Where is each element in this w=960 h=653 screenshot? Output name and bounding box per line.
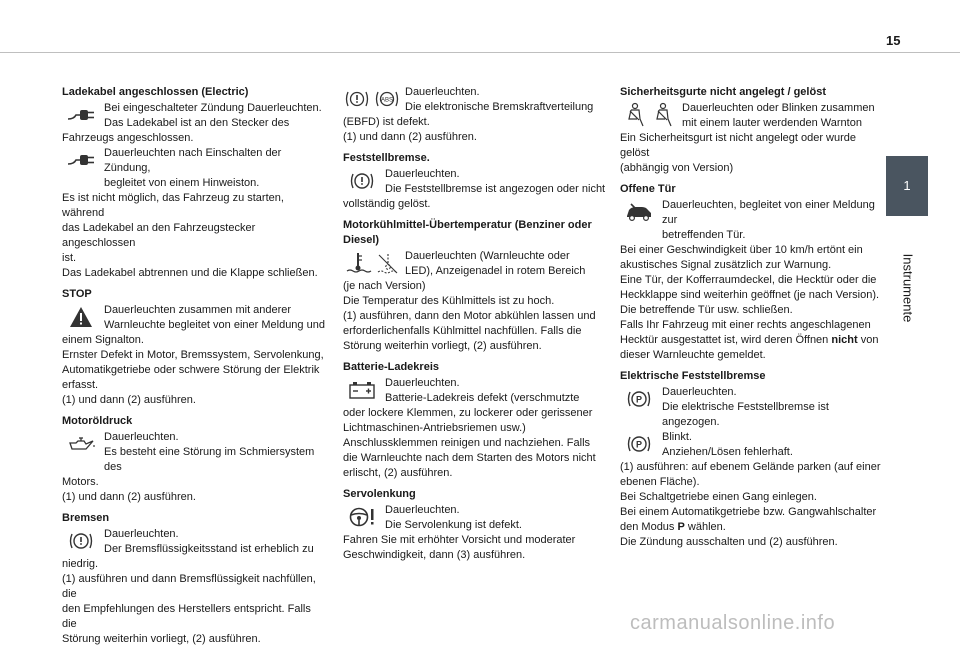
section-open-door: Offene Tür Dauerleuchten, begleitet von einer Meldung zur betreffenden Tür. Bei einer Geschwindigkeit über 10 km/h ertönt ein akustisches Signal zusätzlich zur Warnung. Eine Tür, der Kofferraumdeckel, die Hecktür oder die Heckklappe sind weiterhin geöffnet (je nach Version). Die betreffende Tür usw. schließen. Falls Ihr Fahrzeug mit einer rechts angeschlagenen Hecktür ausgestattet ist, wird deren Öffnen nicht von dieser Warnleuchte gemeldet.	[620, 182, 885, 363]
section-title: Sicherheitsgurte nicht angelegt / gelöst	[620, 86, 826, 98]
top-rule	[0, 52, 960, 53]
section-title: Batterie-Ladekreis	[343, 361, 439, 373]
column-1	[62, 85, 327, 653]
section-title: Motoröldruck	[62, 415, 133, 427]
section-stop: STOP Dauerleuchten zusammen mit anderer Warnleuchte begleitet von einer Meldung und einem Signalton. Ernster Defekt in Motor, Bremssystem, Servolenkung, Automatikgetriebe oder schwere Störung der Elektrik erfasst. (1) und dann (2) ausführen.	[62, 287, 327, 408]
section-brakes: Bremsen Dauerleuchten. Der Bremsflüssigkeitsstand ist erheblich zu niedrig. (1) ausführen und dann Bremsflüssigkeit nachfüllen, die den Empfehlungen des Herstellers entspricht. Falls die Störung weiterhin vorliegt, (2) ausführen.	[62, 511, 327, 647]
section-title: Offene Tür	[620, 183, 676, 195]
section-power-steering: Servolenkung Dauerleuchten. Die Servolenkung ist defekt. Fahren Sie mit erhöhter Vorsicht und moderater Geschwindigkeit, dann (3) ausführen.	[343, 487, 608, 563]
parking-brake-icon	[620, 430, 658, 458]
section-title: Ladekabel angeschlossen (Electric)	[62, 86, 249, 98]
column-2	[343, 85, 608, 569]
oil-can-icon	[62, 430, 100, 458]
warning-triangle-icon	[62, 303, 100, 331]
section-seatbelt: Sicherheitsgurte nicht angelegt / gelöst Dauerleuchten oder Blinken zusammen mit einem lauter werdenden Warnton Ein Sicherheitsgurt ist nicht angelegt oder wurde gelöst (abhängig von Version)	[620, 85, 885, 176]
page-number: 15	[886, 33, 901, 48]
section-electric-parking-brake: Elektrische Feststellbremse P Dauerleuchten. Die elektrische Feststellbremse ist angezogen. P Blinkt. Anziehen/Lösen fehlerhaft. (1) ausführen: auf ebenem Gelände parken (auf einer ebenen Fläche). Bei Schaltgetriebe einen Gang einlegen. Bei einem Automatikgetriebe bzw. Gangwahlschalter den Modus P wählen. Die Zündung ausschalten und (2) ausführen.	[620, 369, 885, 550]
parking-brake-icon	[620, 385, 658, 413]
open-door-car-icon	[620, 198, 658, 226]
svg-text:P: P	[635, 439, 643, 450]
section-title: Bremsen	[62, 512, 110, 524]
section-coolant-temperature: Motorkühlmittel-Übertemperatur (Benziner oder Diesel) Dauerleuchten (Warnleuchte oder LED), Anzeigenadel in rotem Bereich (je nach Version) Die Temperatur des Kühlmittels ist zu hoch. (1) ausführen, dann den Motor abkühlen lassen und erforderlichenfalls Kühlmittel nachfüllen. Falls die Störung weiterhin vorliegt, (2) ausführen.	[343, 218, 608, 354]
section-title: Servolenkung	[343, 488, 416, 500]
section-title: Feststellbremse.	[343, 152, 430, 164]
section-parking-brake: Feststellbremse. Dauerleuchten. Die Feststellbremse ist angezogen oder nicht vollständig gelöst.	[343, 151, 608, 212]
column-3	[620, 85, 885, 556]
chapter-label: Instrumente	[900, 253, 916, 323]
section-oil-pressure: Motoröldruck Dauerleuchten. Es besteht eine Störung im Schmiersystem des Motors. (1) und dann (2) ausführen.	[62, 414, 327, 505]
svg-text:ABS: ABS	[380, 97, 394, 104]
steering-wheel-warning-icon	[343, 503, 381, 531]
watermark: carmanualsonline.info	[630, 612, 836, 634]
section-title: Elektrische Feststellbremse	[620, 370, 766, 382]
brake-warning-icon	[62, 527, 100, 555]
coolant-temperature-icon	[343, 249, 401, 277]
section-battery: Batterie-Ladekreis Dauerleuchten. Batterie-Ladekreis defekt (verschmutzte oder lockere Klemmen, zu lockerer oder gerissener Lichtmaschinen-Antriebsriemen usw.) Anschlussklemmen reinigen und nachziehen. Falls die Warnleuchte nach dem Starten des Motors nicht erlischt, (2) ausführen.	[343, 360, 608, 481]
section-title: Motorkühlmittel-Übertemperatur (Benziner oder Diesel)	[343, 219, 592, 246]
charging-plug-icon	[62, 101, 100, 129]
section-title: STOP	[62, 288, 92, 300]
brake-warning-icon	[343, 167, 381, 195]
section-charging-cable: Ladekabel angeschlossen (Electric) Bei eingeschalteter Zündung Dauerleuchten. Das Ladekabel ist an den Stecker des Fahrzeugs angeschlossen. Dauerleuchten nach Einschalten der Zündung, begleitet von einem Hinweiston. Es ist nicht möglich, das Fahrzeug zu starten, während das Ladekabel an den Fahrzeugstecker angeschlossen ist. Das Ladekabel abtrennen und die Klappe schließen.	[62, 85, 327, 281]
charging-plug-icon	[62, 146, 100, 174]
brake-abs-icons	[343, 85, 401, 113]
section-ebfd: ABS Dauerleuchten. Die elektronische Bremskraftverteilung (EBFD) ist defekt. (1) und dann (2) ausführen.	[343, 86, 594, 143]
battery-icon	[343, 376, 381, 404]
seatbelt-icons	[620, 101, 678, 129]
svg-text:P: P	[635, 394, 643, 405]
chapter-tab[interactable]: 1	[886, 156, 928, 216]
